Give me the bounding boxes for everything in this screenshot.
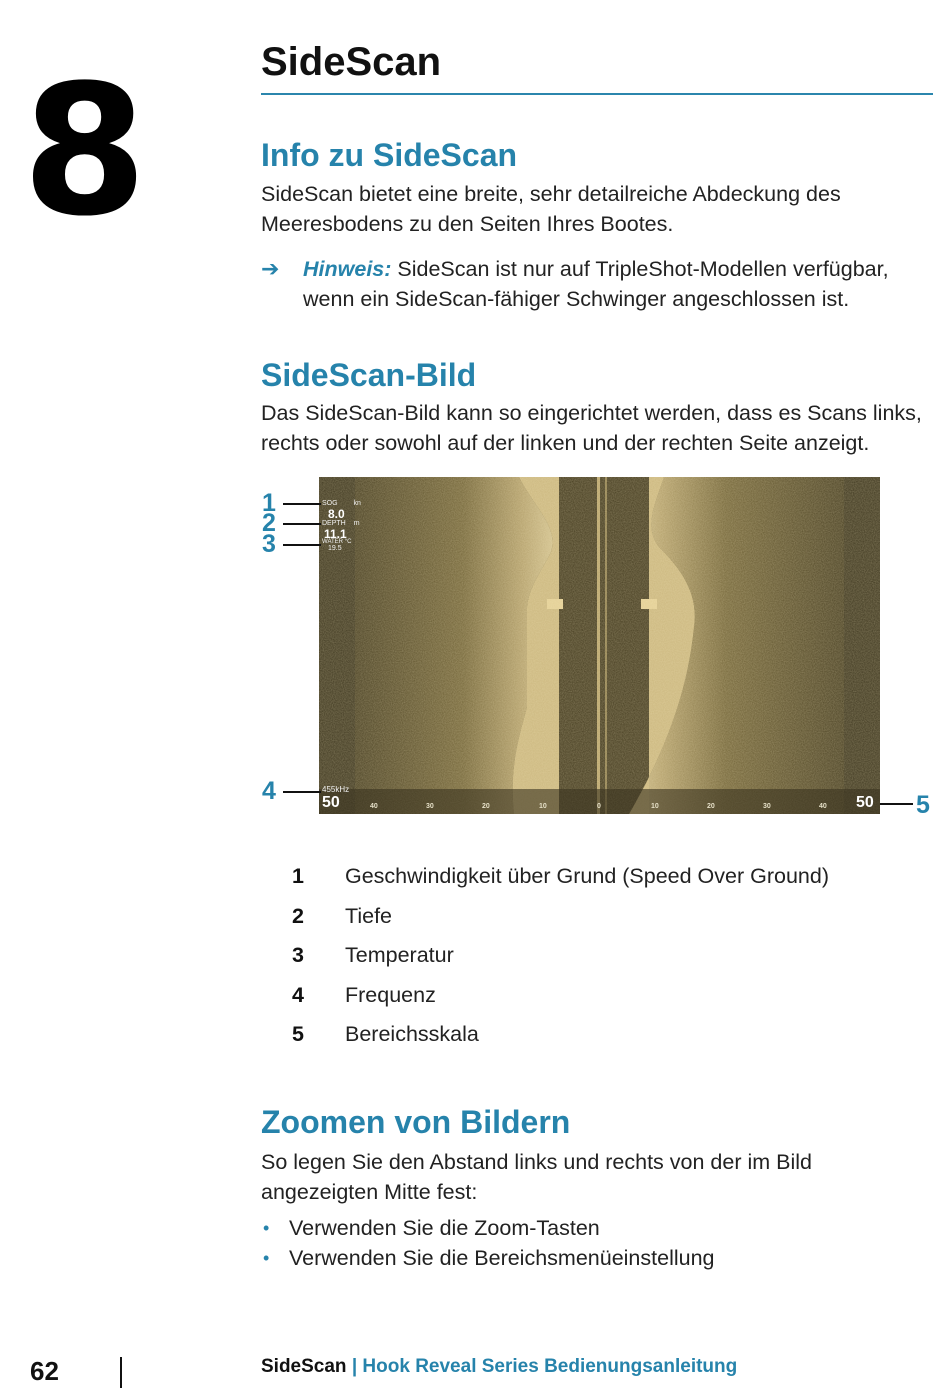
range-left: 50: [322, 794, 340, 811]
title-rule: [261, 93, 933, 95]
paragraph-sidescan-image: Das SideScan-Bild kann so eingerichtet werden, dass es Scans links, rechts oder sowohl auf der linken und der rechten Seite anzeigt.: [261, 401, 922, 455]
bullet-icon: •: [263, 1248, 270, 1268]
footer-section: SideScan: [261, 1356, 347, 1377]
legend-text: Tiefe: [345, 903, 392, 928]
callout-1: 1: [262, 489, 276, 517]
paragraph-info: SideScan bietet eine breite, sehr detailreiche Abdeckung des Meeresbodens zu den Seiten Ihres Bootes.: [261, 182, 841, 236]
note-text-block: [303, 254, 931, 314]
legend-item: [292, 897, 912, 937]
sidescan-sonar-image: [319, 477, 880, 814]
list-item: [261, 1243, 926, 1273]
callout-3: 3: [262, 530, 276, 558]
range-right: 50: [856, 794, 874, 811]
note: [261, 254, 931, 314]
sog-readout: [322, 500, 361, 507]
heading-info: Info zu SideScan: [261, 137, 518, 173]
legend-number: 3: [292, 943, 304, 968]
scale-tick: 0: [597, 803, 601, 810]
callout-4: 4: [262, 777, 276, 805]
callout-line-5: [880, 803, 913, 805]
legend-number: 2: [292, 903, 304, 928]
legend-item: [292, 936, 912, 976]
legend-item: [292, 976, 912, 1016]
scale-tick: 40: [370, 803, 378, 810]
callout-line-4: [283, 791, 321, 793]
list-item-text: Verwenden Sie die Bereichsmenüeinstellung: [289, 1246, 715, 1270]
depth-unit: m: [353, 520, 360, 527]
frequency-readout: 455kHz: [322, 785, 350, 794]
footer-separator: [120, 1357, 122, 1388]
legend-text: Geschwindigkeit über Grund (Speed Over Ground): [345, 864, 829, 889]
heading-zoom: Zoomen von Bildern: [261, 1104, 571, 1140]
callout-legend: [292, 857, 912, 1055]
note-label: Hinweis:: [303, 257, 392, 281]
zoom-bullet-list: [261, 1213, 926, 1273]
legend-number: 4: [292, 982, 304, 1007]
depth-label: DEPTH: [322, 520, 346, 527]
chapter-title: SideScan: [261, 40, 442, 84]
callout-line-3: [283, 544, 321, 546]
sog-value: 8.0: [328, 507, 345, 521]
legend-text: Temperatur: [345, 943, 454, 968]
scale-tick: 30: [763, 803, 771, 810]
chapter-number: 8: [22, 47, 144, 256]
scale-tick: 40: [819, 803, 827, 810]
legend-text: Frequenz: [345, 982, 436, 1007]
arrow-right-icon: ➔: [261, 256, 280, 281]
paragraph-zoom: So legen Sie den Abstand links und rechts von der im Bild angezeigten Mitte fest:: [261, 1150, 812, 1204]
sog-unit: kn: [353, 500, 361, 507]
temp-value: 19.5: [328, 545, 342, 552]
callout-line-1: [283, 503, 321, 505]
heading-sidescan-image: SideScan-Bild: [261, 357, 477, 393]
list-item: [261, 1213, 926, 1243]
scale-tick: 10: [539, 803, 547, 810]
footer-manual-title: Hook Reveal Series Bedienungsanleitung: [362, 1356, 738, 1377]
footer-divider: |: [346, 1356, 363, 1377]
legend-item: [292, 1015, 912, 1055]
callout-5: 5: [916, 791, 930, 819]
depth-readout: [322, 520, 360, 527]
depth-value: 11.1: [324, 527, 347, 541]
scale-tick: 20: [482, 803, 490, 810]
list-item-text: Verwenden Sie die Zoom-Tasten: [289, 1216, 600, 1240]
sonar-graphic: [319, 477, 880, 814]
callout-2: 2: [262, 509, 276, 537]
scale-tick: 20: [707, 803, 715, 810]
legend-number: 1: [292, 864, 304, 889]
temp-label: WATER °C: [322, 539, 352, 545]
callout-line-2: [283, 523, 321, 525]
range-scale: [319, 803, 880, 813]
note-body: SideScan ist nur auf TripleShot-Modellen verfügbar, wenn ein SideScan-fähiger Schwinger angeschlossen ist.: [303, 257, 889, 311]
legend-text: Bereichsskala: [345, 1022, 479, 1047]
footer-text: [261, 1356, 737, 1378]
sog-label: SOG: [322, 500, 338, 507]
page-number: 62: [30, 1356, 59, 1386]
scale-tick: 30: [426, 803, 434, 810]
legend-item: [292, 857, 912, 897]
bullet-icon: •: [263, 1218, 270, 1238]
scale-tick: 10: [651, 803, 659, 810]
legend-number: 5: [292, 1022, 304, 1047]
